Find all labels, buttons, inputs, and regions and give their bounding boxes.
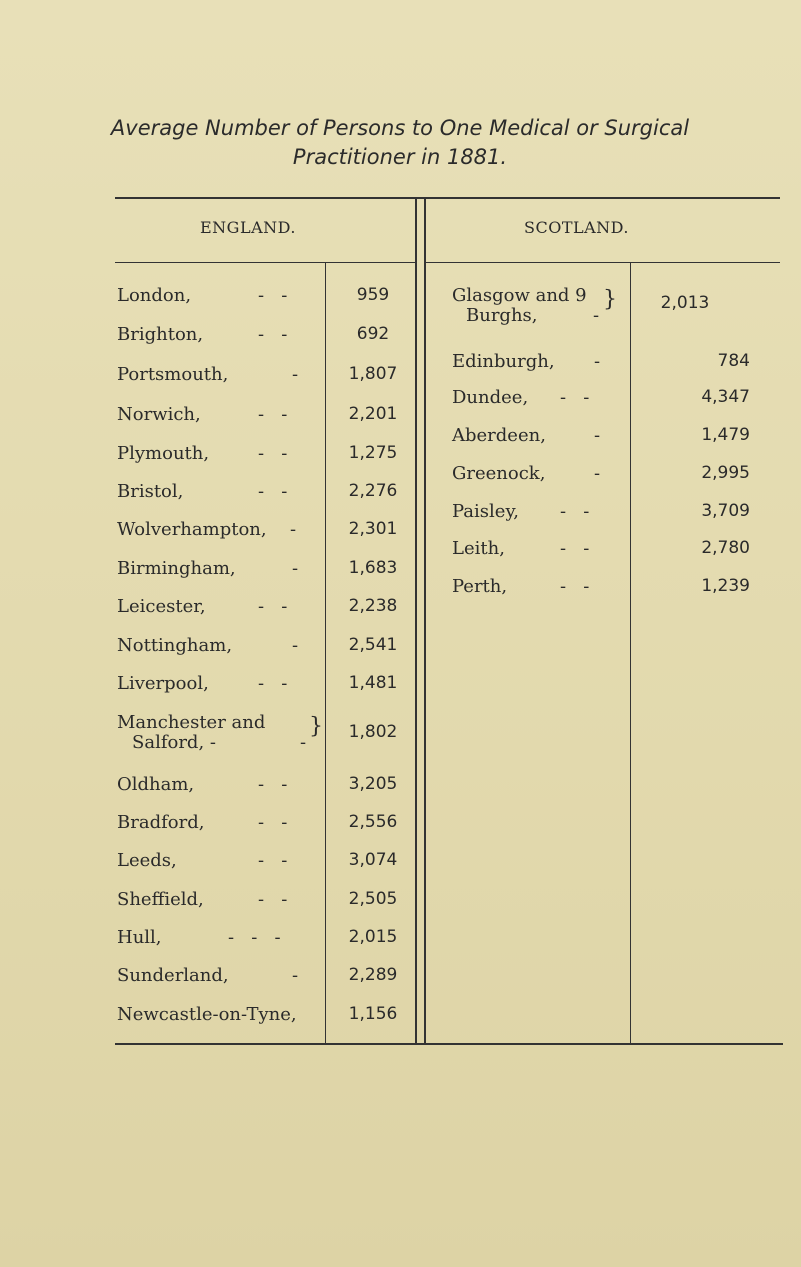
city-value: 3,074 — [348, 850, 398, 870]
city-value: 1,683 — [348, 558, 398, 578]
leader-dashes: - — [292, 558, 299, 579]
city-value: 1,275 — [348, 443, 398, 463]
city-value: 1,807 — [348, 364, 398, 384]
page-title: Average Number of Persons to One Medical or Surgical — [110, 116, 690, 140]
leader-dashes: - - — [258, 850, 288, 871]
city-value: 2,556 — [348, 812, 398, 832]
city-name: Sunderland, — [117, 965, 229, 986]
city-value: 1,479 — [701, 425, 750, 445]
england-value-rule — [325, 262, 326, 1044]
city-name: London, — [117, 285, 192, 306]
city-value: 4,347 — [701, 387, 750, 407]
city-value: 1,239 — [701, 576, 750, 596]
leader-dashes: - - - — [228, 927, 281, 948]
city-name: Newcastle-on-Tyne, — [117, 1004, 297, 1025]
city-name: Plymouth, — [117, 443, 210, 464]
city-name: Sheffield, — [117, 889, 204, 910]
city-value: 2,201 — [348, 404, 398, 424]
city-name: Wolverhampton, — [117, 519, 267, 540]
city-name: Nottingham, — [117, 635, 233, 656]
city-value: 3,709 — [701, 501, 750, 521]
city-name: Glasgow and 9 — [452, 285, 587, 306]
city-name: Edinburgh, — [452, 351, 555, 372]
bottom-rule — [115, 1043, 783, 1045]
city-name: Portsmouth, — [117, 364, 229, 385]
leader-dashes: - - — [258, 443, 288, 464]
england-header-rule — [115, 262, 415, 263]
city-name: Perth, — [452, 576, 508, 597]
city-value: 2,238 — [348, 596, 398, 616]
city-value: 3,205 — [348, 774, 398, 794]
city-value: 1,156 — [348, 1004, 398, 1024]
city-name: Leeds, — [117, 850, 177, 871]
city-value: 692 — [356, 324, 390, 344]
city-value: 2,301 — [348, 519, 398, 539]
city-name: Greenock, — [452, 463, 546, 484]
scotland-header-rule — [425, 262, 780, 263]
city-name: Leicester, — [117, 596, 206, 617]
city-value: 2,276 — [348, 481, 398, 501]
city-name: Manchester and — [117, 712, 266, 733]
city-value: 1,802 — [348, 722, 398, 742]
leader-dashes: - - — [258, 774, 288, 795]
leader-dashes: - - — [258, 285, 288, 306]
leader-dashes: - — [292, 965, 299, 986]
brace-icon: } — [603, 287, 617, 312]
city-name: Brighton, — [117, 324, 204, 345]
city-name: Hull, — [117, 927, 162, 948]
city-name: Dundee, — [452, 387, 529, 408]
leader-dashes: - — [594, 351, 601, 372]
leader-dashes: - — [292, 635, 299, 656]
leader-dashes: - - — [258, 481, 288, 502]
city-name-continued: Burghs, — [466, 305, 538, 326]
center-rule-right — [424, 197, 426, 1045]
city-value: 2,289 — [348, 965, 398, 985]
page-subtitle: Practitioner in 1881. — [292, 145, 508, 169]
city-value: 1,481 — [348, 673, 398, 693]
leader-dashes: - - — [258, 404, 288, 425]
city-name: Liverpool, — [117, 673, 209, 694]
leader-dashes: - - — [258, 889, 288, 910]
city-name: Oldham, — [117, 774, 195, 795]
city-name: Bradford, — [117, 812, 205, 833]
city-value: 2,995 — [701, 463, 750, 483]
leader-dashes: - — [292, 364, 299, 385]
leader-dashes: - — [594, 425, 601, 446]
leader-dashes: - - — [258, 596, 288, 617]
city-value: 2,541 — [348, 635, 398, 655]
leader-dashes: - - — [258, 324, 288, 345]
city-value: 2,505 — [348, 889, 398, 909]
city-name: Leith, — [452, 538, 505, 559]
city-value: 2,780 — [701, 538, 750, 558]
leader-dashes: - - — [258, 812, 288, 833]
leader-dashes: - — [593, 305, 600, 326]
scotland-value-rule — [630, 262, 631, 1044]
city-name: Norwich, — [117, 404, 201, 425]
leader-dashes: - - — [560, 576, 590, 597]
leader-dashes: - — [290, 519, 297, 540]
leader-dashes: - — [594, 463, 601, 484]
leader-dashes: - - — [560, 538, 590, 559]
city-name: Paisley, — [452, 501, 519, 522]
city-value: 784 — [717, 351, 750, 371]
city-name: Aberdeen, — [452, 425, 546, 446]
top-rule — [115, 197, 780, 199]
city-name-continued: Salford, - — [132, 732, 216, 753]
england-header: ENGLAND. — [200, 218, 296, 237]
leader-dashes: - - — [560, 501, 590, 522]
leader-dashes: - — [300, 732, 307, 753]
city-value: 959 — [356, 285, 390, 305]
city-name: Birmingham, — [117, 558, 236, 579]
city-name: Bristol, — [117, 481, 184, 502]
leader-dashes: - - — [258, 673, 288, 694]
city-value: 2,015 — [348, 927, 398, 947]
city-value: 2,013 — [660, 293, 710, 313]
scotland-header: SCOTLAND. — [524, 218, 630, 237]
center-rule-left — [415, 197, 417, 1045]
brace-icon: } — [309, 714, 323, 739]
leader-dashes: - - — [560, 387, 590, 408]
